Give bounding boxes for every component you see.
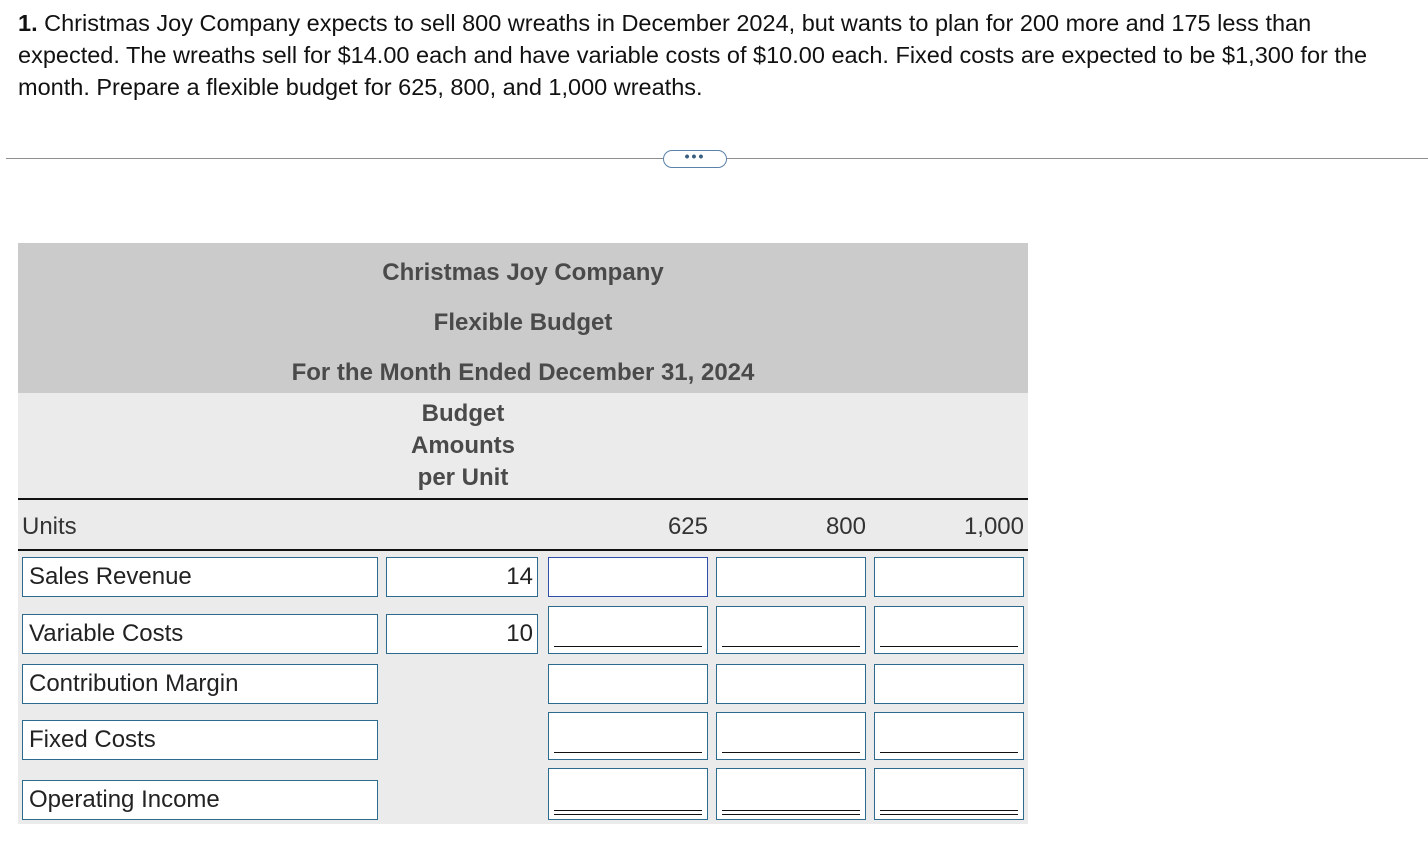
fixed-costs-800-input[interactable] xyxy=(716,712,866,760)
fixed-costs-label-input[interactable]: Fixed Costs xyxy=(22,720,378,760)
sales-revenue-1000-input[interactable] xyxy=(874,557,1024,597)
flexible-budget-panel xyxy=(18,243,1028,824)
statement-period: For the Month Ended December 31, 2024 xyxy=(291,359,755,386)
sales-revenue-800-input[interactable] xyxy=(716,557,866,597)
operating-income-1000-input[interactable] xyxy=(874,768,1024,820)
variable-costs-label-input[interactable]: Variable Costs xyxy=(22,614,378,654)
units-1000: 1,000 xyxy=(963,513,1024,540)
contribution-margin-1000-input[interactable] xyxy=(874,664,1024,704)
statement-title: Flexible Budget xyxy=(433,309,613,336)
company-name: Christmas Joy Company xyxy=(382,259,664,286)
variable-costs-800-input[interactable] xyxy=(716,606,866,654)
question-number: 1. xyxy=(18,10,38,36)
contribution-margin-625-input[interactable] xyxy=(548,664,708,704)
units-625: 625 xyxy=(667,513,708,540)
units-label: Units xyxy=(22,513,77,540)
per-unit-column-header: Budget Amounts per Unit xyxy=(411,400,515,491)
operating-income-800-input[interactable] xyxy=(716,768,866,820)
sales-revenue-label-input[interactable]: Sales Revenue xyxy=(22,557,378,597)
contribution-margin-label-input[interactable]: Contribution Margin xyxy=(22,664,378,704)
header-rule xyxy=(18,498,1028,500)
question-body: Christmas Joy Company expects to sell 800 wreaths in December 2024, but wants to plan for 200 more and 175 less than expected. The wreaths sell for $14.00 each and have variable costs of $10.00 each. Fixed costs are expected to be $1,300 for the month. Prepare a flexible budget for 625, 800, and 1,000 wreaths. xyxy=(18,10,1368,100)
units-rule xyxy=(18,549,1028,551)
question-text xyxy=(18,7,1413,103)
expand-more-button[interactable]: ••• xyxy=(663,150,727,168)
sales-revenue-625-input[interactable] xyxy=(548,557,708,597)
fixed-costs-1000-input[interactable] xyxy=(874,712,1024,760)
fixed-costs-625-input[interactable] xyxy=(548,712,708,760)
variable-costs-1000-input[interactable] xyxy=(874,606,1024,654)
contribution-margin-800-input[interactable] xyxy=(716,664,866,704)
units-800: 800 xyxy=(825,513,866,540)
variable-costs-625-input[interactable] xyxy=(548,606,708,654)
variable-costs-per-unit-input[interactable]: 10 xyxy=(386,614,538,654)
operating-income-625-input[interactable] xyxy=(548,768,708,820)
operating-income-label-input[interactable]: Operating Income xyxy=(22,780,378,820)
sales-revenue-per-unit-input[interactable]: 14 xyxy=(386,557,538,597)
